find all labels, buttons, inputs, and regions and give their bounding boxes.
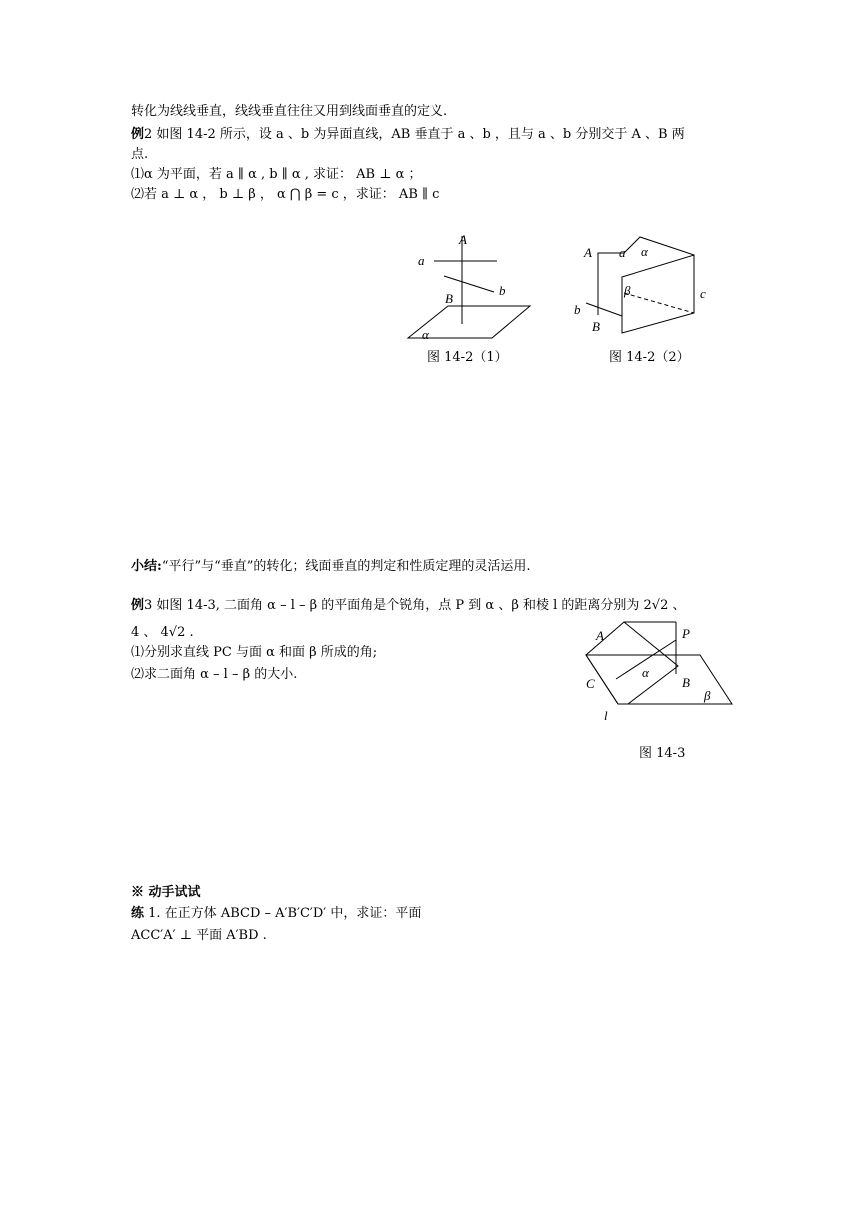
figure-14-2-2 bbox=[568, 228, 728, 348]
example2-statement bbox=[131, 126, 685, 144]
intro-line: 转化为线线垂直，线线垂直往往又用到线面垂直的定义. bbox=[131, 104, 448, 119]
label-B: B bbox=[445, 291, 453, 306]
label-alpha: α bbox=[642, 665, 649, 680]
example3-part2: ⑵求二面角 α – l – β 的大小. bbox=[131, 667, 298, 682]
label-C: C bbox=[586, 676, 595, 691]
summary-text: “平行”与“垂直”的转化；线面垂直的判定和性质定理的灵活运用. bbox=[161, 559, 531, 574]
tryit-heading: ※ 动手试试 bbox=[131, 885, 201, 900]
label-c: c bbox=[700, 286, 706, 301]
plane-beta bbox=[622, 255, 694, 333]
label-beta: β bbox=[624, 283, 631, 298]
label-beta: β bbox=[704, 688, 711, 703]
summary-label: 小结: bbox=[131, 559, 162, 574]
exercise-1-cont: ACC′A′ ⊥ 平面 A′BD . bbox=[131, 928, 267, 943]
figure-14-3 bbox=[580, 612, 750, 732]
label-a: a bbox=[619, 245, 626, 260]
example3-part1: ⑴分别求直线 PC 与面 α 和面 β 所成的角; bbox=[131, 645, 378, 660]
label-B: B bbox=[682, 675, 690, 690]
exercise-1 bbox=[131, 905, 421, 923]
exercise-text: 1. 在正方体 ABCD – A′B′C′D′ 中，求证：平面 bbox=[144, 906, 422, 921]
example2-part1: ⑴α 为平面，若 a ∥ α , b ∥ α , 求证： AB ⊥ α ； bbox=[131, 167, 422, 182]
example2-label: 例 bbox=[131, 127, 145, 142]
label-A: A bbox=[584, 245, 592, 260]
example3-label: 例 bbox=[131, 598, 145, 613]
label-alpha: α bbox=[422, 327, 429, 342]
figure-14-3-caption: 图 14-3 bbox=[639, 746, 686, 761]
example3-number: 3 bbox=[144, 598, 153, 613]
example2-number: 2 bbox=[144, 127, 153, 142]
label-a: a bbox=[418, 253, 425, 268]
line-b bbox=[586, 303, 622, 316]
figure-14-2-2-caption: 图 14-2（2） bbox=[609, 350, 690, 365]
example2-part2: ⑵若 a ⊥ α ， b ⊥ β ， α ⋂ β = c ，求证： AB ∥ c bbox=[131, 187, 440, 202]
label-l: l bbox=[604, 708, 608, 723]
label-b: b bbox=[574, 302, 581, 317]
example3-statement-cont: 4 、 4√2 . bbox=[131, 625, 194, 640]
figure-14-2-1-caption: 图 14-2（1） bbox=[427, 350, 508, 365]
label-alpha: α bbox=[641, 244, 648, 259]
label-B: B bbox=[592, 319, 600, 334]
edge-c bbox=[624, 293, 694, 313]
label-A: A bbox=[459, 232, 467, 247]
summary bbox=[131, 558, 531, 576]
label-P: P bbox=[682, 626, 690, 641]
example2-statement-cont: 点. bbox=[131, 147, 149, 162]
line-b bbox=[444, 276, 494, 292]
exercise-label: 练 bbox=[131, 906, 145, 921]
figure-14-2-1 bbox=[400, 228, 560, 348]
example3-text: 如图 14-3, 二面角 α – l – β 的平面角是个锐角，点 P 到 α 、β 和棱 l 的距离分别为 2√2 、 bbox=[152, 598, 686, 613]
label-b: b bbox=[499, 283, 506, 298]
label-A: A bbox=[596, 628, 604, 643]
example2-text: 如图 14-2 所示，设 a 、b 为异面直线，AB 垂直于 a 、b ，且与 a 、b 分别交于 A 、B 两 bbox=[152, 127, 685, 142]
